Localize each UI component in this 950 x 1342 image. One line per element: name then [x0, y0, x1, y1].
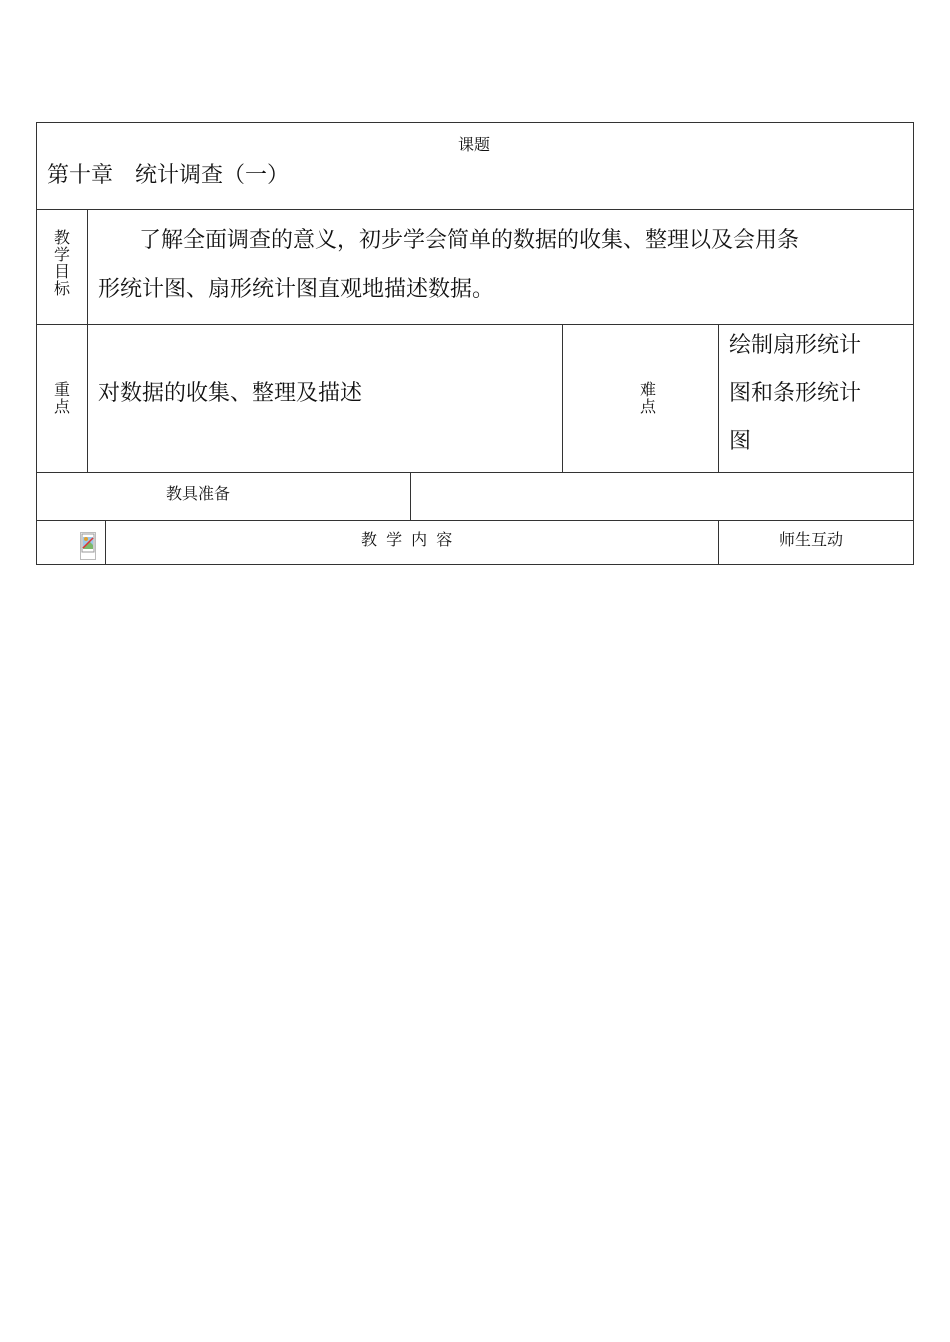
row-divider — [37, 472, 913, 473]
lesson-title: 第十章 统计调查（一） — [47, 163, 290, 188]
key-points-label: 重 点 — [53, 380, 70, 416]
row-divider — [37, 209, 913, 210]
key-points-text: 对数据的收集、整理及描述 — [98, 381, 363, 406]
column-divider — [105, 520, 106, 565]
column-divider — [87, 209, 88, 472]
image-placeholder-icon — [80, 532, 96, 560]
difficulties-label: 难 点 — [639, 380, 656, 416]
objectives-text-line1: 了解全面调查的意义，初步学会简单的数据的收集、整理以及会用条 — [139, 228, 800, 253]
objectives-label: 教 学 目 标 — [53, 228, 70, 298]
objectives-text-line2: 形统计图、扇形统计图直观地描述数据。 — [98, 277, 495, 302]
teaching-content-label: 教 学 内 容 — [361, 530, 455, 549]
column-divider — [718, 520, 719, 565]
column-divider — [562, 324, 563, 472]
column-divider — [410, 472, 411, 520]
preparation-label: 教具准备 — [166, 484, 231, 503]
lesson-plan-table — [36, 122, 914, 565]
difficulties-line3: 图 — [729, 429, 752, 454]
row-divider — [37, 520, 913, 521]
column-divider — [718, 324, 719, 472]
image-placeholder-icon-graphic — [81, 533, 95, 559]
topic-label: 课题 — [458, 135, 491, 154]
difficulties-line2: 图和条形统计 — [729, 381, 862, 406]
teacher-student-interaction-label: 师生互动 — [779, 530, 844, 549]
row-divider — [37, 324, 913, 325]
difficulties-line1: 绘制扇形统计 — [729, 333, 862, 358]
